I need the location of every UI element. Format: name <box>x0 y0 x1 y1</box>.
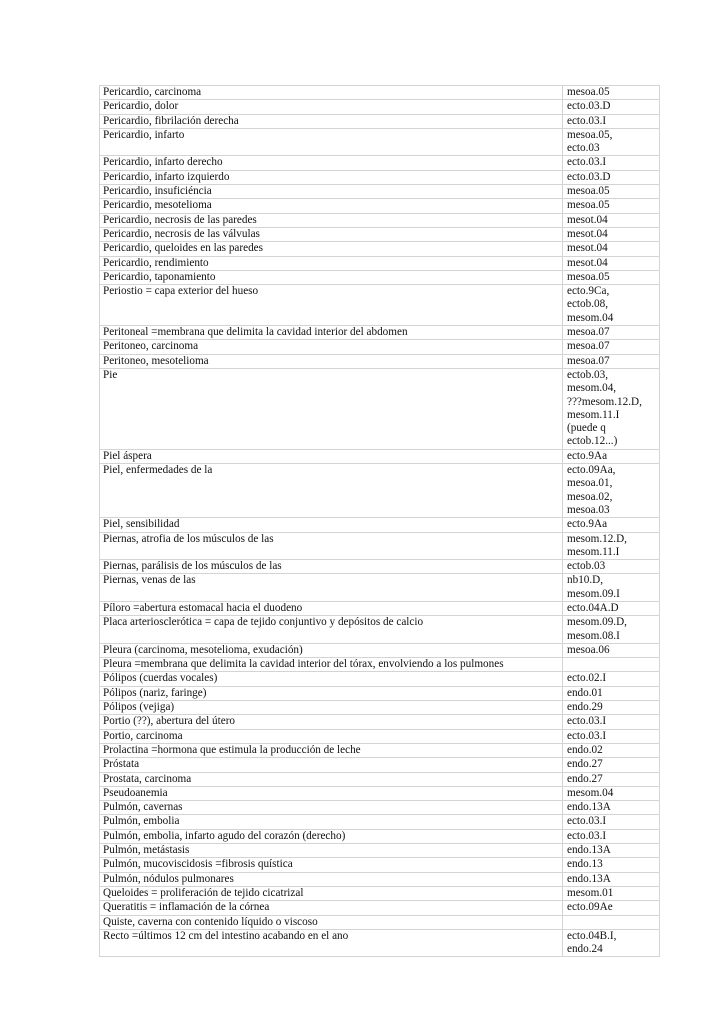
term-cell: Periostio = capa exterior del hueso <box>100 285 563 326</box>
code-cell: ecto.03.I <box>563 114 660 128</box>
term-cell: Pericardio, mesotelioma <box>100 199 563 213</box>
term-cell: Pólipos (cuerdas vocales) <box>100 672 563 686</box>
code-cell: ecto.09Ae <box>563 901 660 915</box>
table-row <box>100 128 660 156</box>
term-cell: Pericardio, dolor <box>100 100 563 114</box>
table-row <box>100 574 660 602</box>
table-row <box>100 672 660 686</box>
term-cell: Placa arteriosclerótica = capa de tejido conjuntivo y depósitos de calcio <box>100 616 563 644</box>
code-cell: endo.29 <box>563 701 660 715</box>
term-cell: Pericardio, carcinoma <box>100 86 563 100</box>
code-cell: mesom.01 <box>563 886 660 900</box>
table-row <box>100 354 660 368</box>
term-cell: Pericardio, infarto <box>100 128 563 156</box>
table-row <box>100 786 660 800</box>
code-cell: ecto.03.I <box>563 729 660 743</box>
table-row <box>100 227 660 241</box>
term-cell: Pleura =membrana que delimita la cavidad interior del tórax, envolviendo a los pulmones <box>100 658 563 672</box>
term-cell: Piernas, parálisis de los músculos de las <box>100 560 563 574</box>
term-cell: Pericardio, necrosis de las paredes <box>100 213 563 227</box>
table-row <box>100 743 660 757</box>
code-cell: ecto.03.I <box>563 815 660 829</box>
table-row <box>100 815 660 829</box>
code-cell: ecto.03.D <box>563 170 660 184</box>
code-cell: endo.13A <box>563 844 660 858</box>
table-row <box>100 340 660 354</box>
code-cell: mesot.04 <box>563 256 660 270</box>
code-cell: ecto.03.I <box>563 156 660 170</box>
table-row <box>100 368 660 449</box>
code-cell: ecto.02.I <box>563 672 660 686</box>
table-row <box>100 801 660 815</box>
table-row <box>100 829 660 843</box>
term-cell: Queratitis = inflamación de la córnea <box>100 901 563 915</box>
term-cell: Pericardio, infarto izquierdo <box>100 170 563 184</box>
code-cell: mesoa.07 <box>563 326 660 340</box>
table-row <box>100 858 660 872</box>
code-cell: mesot.04 <box>563 242 660 256</box>
code-cell: mesoa.05 <box>563 199 660 213</box>
term-cell: Pulmón, cavernas <box>100 801 563 815</box>
table-row <box>100 929 660 957</box>
document-page <box>99 85 659 957</box>
table-row <box>100 156 660 170</box>
code-cell: endo.13A <box>563 801 660 815</box>
table-row <box>100 901 660 915</box>
term-cell: Pericardio, necrosis de las válvulas <box>100 227 563 241</box>
term-cell: Prostata, carcinoma <box>100 772 563 786</box>
table-row <box>100 658 660 672</box>
table-row <box>100 213 660 227</box>
table-row <box>100 915 660 929</box>
term-cell: Piel, sensibilidad <box>100 518 563 532</box>
table-row <box>100 886 660 900</box>
code-cell: ecto.04B.I, endo.24 <box>563 929 660 957</box>
term-cell: Pulmón, nódulos pulmonares <box>100 872 563 886</box>
term-cell: Peritoneo, mesotelioma <box>100 354 563 368</box>
table-row <box>100 601 660 615</box>
term-cell: Peritoneal =membrana que delimita la cavidad interior del abdomen <box>100 326 563 340</box>
table-row <box>100 643 660 657</box>
table-row <box>100 100 660 114</box>
code-cell: endo.01 <box>563 686 660 700</box>
code-cell: endo.13A <box>563 872 660 886</box>
term-cell: Prolactina =hormona que estimula la producción de leche <box>100 743 563 757</box>
code-cell: ectob.03 <box>563 560 660 574</box>
table-row <box>100 256 660 270</box>
table-row <box>100 772 660 786</box>
table-row <box>100 285 660 326</box>
terms-table-body <box>100 86 660 957</box>
table-row <box>100 114 660 128</box>
code-cell: endo.13 <box>563 858 660 872</box>
term-cell: Portio, carcinoma <box>100 729 563 743</box>
table-row <box>100 449 660 463</box>
code-cell: ecto.03.I <box>563 829 660 843</box>
term-cell: Pericardio, taponamiento <box>100 270 563 284</box>
term-cell: Pericardio, fibrilación derecha <box>100 114 563 128</box>
table-row <box>100 185 660 199</box>
code-cell: ecto.04A.D <box>563 601 660 615</box>
term-cell: Pulmón, embolia, infarto agudo del corazón (derecho) <box>100 829 563 843</box>
code-cell: ecto.09Aa, mesoa.01, mesoa.02, mesoa.03 <box>563 464 660 518</box>
code-cell: ecto.03.D <box>563 100 660 114</box>
term-cell: Piernas, venas de las <box>100 574 563 602</box>
table-row <box>100 326 660 340</box>
term-cell: Recto =últimos 12 cm del intestino acabando en el ano <box>100 929 563 957</box>
term-cell: Pericardio, infarto derecho <box>100 156 563 170</box>
table-row <box>100 464 660 518</box>
code-cell: mesot.04 <box>563 227 660 241</box>
term-cell: Pericardio, queloides en las paredes <box>100 242 563 256</box>
term-cell: Piel áspera <box>100 449 563 463</box>
code-cell: ecto.9Aa <box>563 518 660 532</box>
term-cell: Próstata <box>100 758 563 772</box>
term-cell: Pulmón, mucoviscidosis =fibrosis quística <box>100 858 563 872</box>
table-row <box>100 844 660 858</box>
code-cell: ecto.9Aa <box>563 449 660 463</box>
code-cell: mesoa.06 <box>563 643 660 657</box>
code-cell: mesoa.05 <box>563 86 660 100</box>
term-cell: Pericardio, rendimiento <box>100 256 563 270</box>
table-row <box>100 86 660 100</box>
code-cell: mesom.12.D, mesom.11.I <box>563 532 660 560</box>
code-cell: ectob.03, mesom.04, ???mesom.12.D, mesom.11.I (puede q ectob.12...) <box>563 368 660 449</box>
code-cell: mesom.09.D, mesom.08.I <box>563 616 660 644</box>
table-row <box>100 199 660 213</box>
table-row <box>100 729 660 743</box>
table-row <box>100 616 660 644</box>
term-cell: Pólipos (vejiga) <box>100 701 563 715</box>
code-cell <box>563 915 660 929</box>
term-cell: Piernas, atrofia de los músculos de las <box>100 532 563 560</box>
code-cell: mesoa.05, ecto.03 <box>563 128 660 156</box>
table-row <box>100 532 660 560</box>
term-cell: Pericardio, insuficiéncia <box>100 185 563 199</box>
table-row <box>100 715 660 729</box>
code-cell: mesoa.07 <box>563 354 660 368</box>
terms-table <box>99 85 660 957</box>
table-row <box>100 560 660 574</box>
table-row <box>100 170 660 184</box>
table-row <box>100 518 660 532</box>
code-cell: endo.27 <box>563 758 660 772</box>
term-cell: Pleura (carcinoma, mesotelioma, exudación) <box>100 643 563 657</box>
code-cell: mesom.04 <box>563 786 660 800</box>
term-cell: Peritoneo, carcinoma <box>100 340 563 354</box>
term-cell: Píloro =abertura estomacal hacia el duodeno <box>100 601 563 615</box>
table-row <box>100 701 660 715</box>
term-cell: Pólipos (nariz, faringe) <box>100 686 563 700</box>
code-cell: mesoa.05 <box>563 270 660 284</box>
code-cell <box>563 658 660 672</box>
code-cell: mesoa.07 <box>563 340 660 354</box>
term-cell: Pulmón, embolia <box>100 815 563 829</box>
table-row <box>100 270 660 284</box>
table-row <box>100 872 660 886</box>
term-cell: Quiste, caverna con contenido líquido o viscoso <box>100 915 563 929</box>
code-cell: ecto.9Ca, ectob.08, mesom.04 <box>563 285 660 326</box>
table-row <box>100 686 660 700</box>
term-cell: Portio (??), abertura del útero <box>100 715 563 729</box>
term-cell: Pie <box>100 368 563 449</box>
code-cell: endo.27 <box>563 772 660 786</box>
term-cell: Pseudoanemia <box>100 786 563 800</box>
term-cell: Queloides = proliferación de tejido cicatrizal <box>100 886 563 900</box>
code-cell: mesoa.05 <box>563 185 660 199</box>
code-cell: nb10.D, mesom.09.I <box>563 574 660 602</box>
table-row <box>100 242 660 256</box>
code-cell: ecto.03.I <box>563 715 660 729</box>
term-cell: Piel, enfermedades de la <box>100 464 563 518</box>
term-cell: Pulmón, metástasis <box>100 844 563 858</box>
code-cell: mesot.04 <box>563 213 660 227</box>
code-cell: endo.02 <box>563 743 660 757</box>
table-row <box>100 758 660 772</box>
